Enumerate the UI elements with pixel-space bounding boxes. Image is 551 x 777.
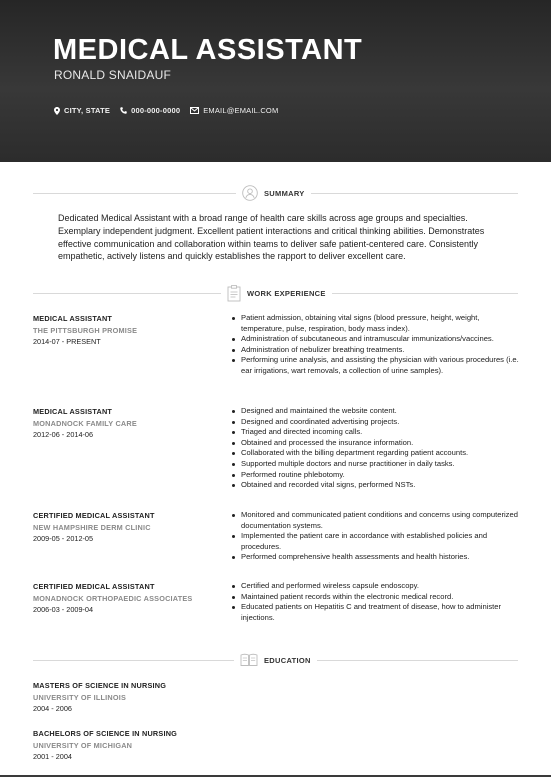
job-dates: 2014-07 - PRESENT	[33, 337, 101, 346]
contact-bar	[54, 106, 288, 115]
company-name: THE PITTSBURGH PROMISE	[33, 325, 138, 335]
job-title-heading: MEDICAL ASSISTANT	[53, 34, 363, 66]
job-bullets	[231, 581, 521, 623]
job-bullet: Administration of nebulizer breathing treatments.	[231, 345, 521, 356]
job-bullets	[231, 510, 521, 563]
job-title: MEDICAL ASSISTANT	[33, 314, 113, 323]
job-bullet: Administration of subcutaneous and intramuscular immunizations/vaccines.	[231, 334, 521, 345]
contact-phone	[120, 106, 180, 115]
person-icon	[242, 185, 258, 201]
education-dates: 2001 - 2004	[33, 752, 72, 761]
job-bullets	[231, 313, 521, 377]
job-bullet: Supported multiple doctors and nurse practitioner in daily tasks.	[231, 459, 521, 470]
summary-heading: SUMMARY	[264, 188, 305, 198]
company-name: NEW HAMPSHIRE DERM CLINIC	[33, 522, 151, 532]
job-bullet: Patient admission, obtaining vital signs (blood pressure, height, weight, temperature, pulse, respiration, body mass index).	[231, 313, 521, 334]
job-bullet: Certified and performed wireless capsule endoscopy.	[231, 581, 521, 592]
job-dates: 2009-05 - 2012-05	[33, 534, 94, 543]
job-bullet: Monitored and communicated patient conditions and concerns using computerized documentation systems.	[231, 510, 521, 531]
resume-header	[0, 0, 551, 162]
job-bullet: Designed and coordinated advertising projects.	[231, 417, 521, 428]
education-heading: EDUCATION	[264, 655, 311, 665]
job-bullet: Performing urine analysis, and assisting the physician with various procedures (i.e. ear irrigations, wart removals, a collection of urine samples).	[231, 355, 521, 376]
experience-section-header	[33, 284, 518, 302]
job-bullet: Performed routine phlebotomy.	[231, 470, 521, 481]
phone-text: 000-000-0000	[131, 106, 181, 115]
job-bullet: Obtained and processed the insurance information.	[231, 438, 521, 449]
candidate-name: RONALD SNAIDAUF	[54, 68, 172, 82]
job-title: CERTIFIED MEDICAL ASSISTANT	[33, 582, 155, 591]
summary-section-header	[33, 184, 518, 202]
job-bullets	[231, 406, 521, 491]
summary-paragraph: Dedicated Medical Assistant with a broad range of health care skills across age groups and specialties. Exemplary independent judgment. Excellent patient interactions and critical thinking abilities. Demonstrates effective communication and collaboration within teams to deliver safe patient-centered care. Consistently empathetic, actively listens and quickly establishes the rapport to deliver excellent care.	[58, 213, 485, 262]
degree-name: BACHELORS OF SCIENCE IN NURSING	[33, 729, 178, 738]
job-title: CERTIFIED MEDICAL ASSISTANT	[33, 511, 155, 520]
job-dates: 2006-03 - 2009-04	[33, 605, 94, 614]
education-section-header	[33, 651, 518, 669]
phone-icon	[120, 107, 127, 114]
company-name: MONADNOCK ORTHOPAEDIC ASSOCIATES	[33, 593, 193, 603]
job-bullet: Designed and maintained the website content.	[231, 406, 521, 417]
contact-email[interactable]	[190, 106, 278, 115]
job-dates: 2012-06 - 2014-06	[33, 430, 94, 439]
book-icon	[240, 653, 258, 667]
job-bullet: Implemented the patient care in accordance with established policies and procedures.	[231, 531, 521, 552]
job-bullet: Obtained and recorded vital signs, performed NSTs.	[231, 480, 521, 491]
location-text: CITY, STATE	[64, 106, 111, 115]
email-link[interactable]: EMAIL@EMAIL.COM	[203, 106, 279, 115]
experience-heading: WORK EXPERIENCE	[247, 288, 326, 298]
job-bullet: Triaged and directed incoming calls.	[231, 427, 521, 438]
job-bullet: Maintained patient records within the electronic medical record.	[231, 592, 521, 603]
school-name: UNIVERSITY OF MICHIGAN	[33, 740, 133, 750]
envelope-icon	[190, 107, 199, 114]
job-title: MEDICAL ASSISTANT	[33, 407, 113, 416]
map-pin-icon	[54, 107, 60, 115]
education-entry	[33, 728, 333, 763]
job-bullet: Educated patients on Hepatitis C and treatment of disease, how to administer injections.	[231, 602, 521, 623]
school-name: UNIVERSITY OF ILLINOIS	[33, 692, 127, 702]
contact-location	[54, 106, 110, 115]
education-dates: 2004 - 2006	[33, 704, 72, 713]
clipboard-icon	[227, 285, 241, 302]
company-name: MONADNOCK FAMILY CARE	[33, 418, 137, 428]
job-bullet: Performed comprehensive health assessments and health histories.	[231, 552, 521, 563]
degree-name: MASTERS OF SCIENCE IN NURSING	[33, 681, 167, 690]
job-bullet: Collaborated with the billing department regarding patient accounts.	[231, 448, 521, 459]
education-entry	[33, 680, 333, 715]
